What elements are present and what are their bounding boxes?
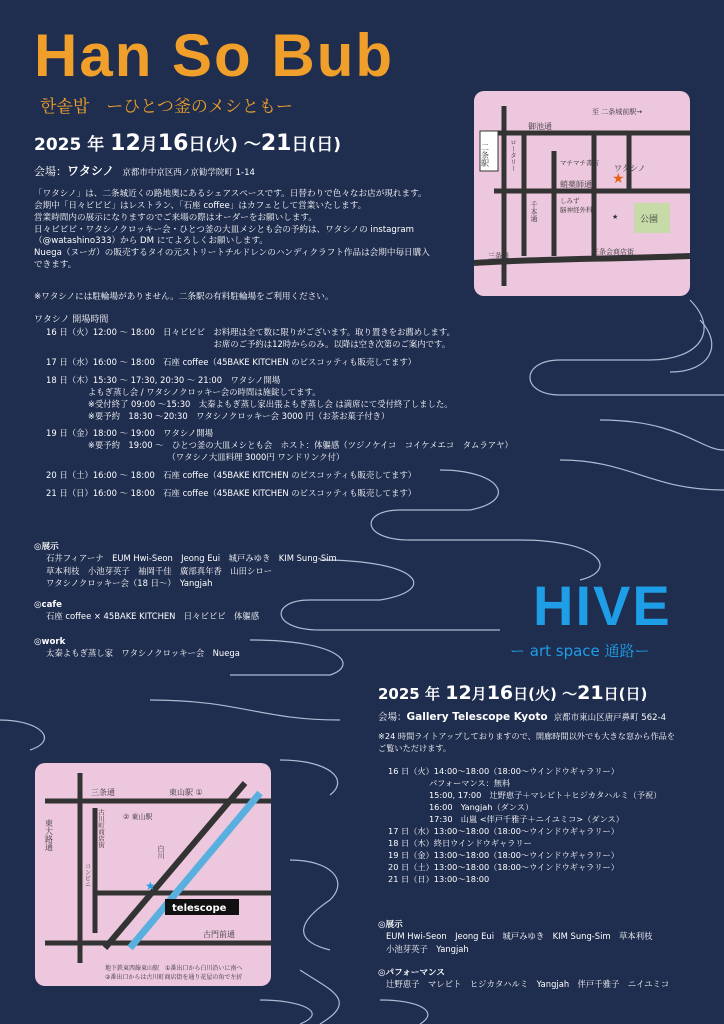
schedule-row: お席のご予約は12時からのみ。以降は空き次第のご案内です。: [46, 338, 451, 349]
schedule-row: よもぎ蒸し会 / ワタシノクロッキー会の時間は施錠してます。: [46, 386, 321, 397]
hive-subtitle: ー art space 通路ー: [510, 642, 650, 660]
map1-park: 公園: [640, 215, 659, 225]
schedule-row: ※要予約 18:30 ～20:30 ワタシノクロッキー会 3000 円（お茶お菓子付き）: [46, 410, 390, 421]
map-telescope: [35, 763, 271, 986]
venue2: 会場：Gallery Telescope Kyoto 京都市東山区唐戸鼻町 562-4: [378, 711, 666, 723]
map1-takoyakushi: 蛸薬師通: [560, 180, 592, 189]
venue: 会場：ワタシノ 京都市中京区西ノ京勧学院町 1-14: [34, 164, 255, 178]
schedule-row: 21 日（日）13:00～18:00: [388, 873, 490, 884]
schedule-row: 19 日（金）18:00 ～ 19:00 ワタシノ開場: [46, 428, 213, 439]
schedule-row: 20 日（土）16:00 ～ 18:00 石座 coffee（45BAKE KITCHEN のビスコッティも販売してます）: [46, 470, 417, 481]
work-section: ◎work 太秦よもぎ蒸し家 ワタシノクロッキー会 Nuega: [34, 637, 240, 658]
map1-sanjo: 三条通: [488, 252, 509, 260]
map-watashino: [474, 91, 690, 296]
note2: ※24 時間ライトアップしておりますので、開廊時間以外でも大きな窓から作品を ご覧いただけます。: [378, 731, 676, 754]
svg-text:★: ★: [612, 171, 625, 187]
parking-note: ※ワタシノには駐輪場がありません。二条駅の有料駐輪場をご利用ください。: [34, 292, 334, 302]
schedule-row: （ワタシノ大皿料理 3000円 ワンドリンク付）: [46, 452, 345, 463]
schedule-row: 21 日（日）16:00 ～ 18:00 石座 coffee（45BAKE KITCHEN のビスコッティも販売してます）: [46, 488, 417, 499]
schedule-row: 19 日（金）13:00～18:00（18:00～ウインドウギャラリー）: [388, 849, 619, 860]
map1-shimizu: しみず: [560, 197, 580, 205]
map1-watashino: ワタシノ: [614, 164, 646, 173]
hive-title: HIVE: [533, 574, 672, 637]
event2-date: 2025 年 12月16日(火) ～21日(日): [378, 682, 648, 704]
map2-telescope: telescope: [172, 903, 227, 914]
schedule-row: 20 日（土）13:00～18:00（18:00～ウインドウギャラリー）: [388, 861, 619, 872]
event1-date: 2025 年 12月16日(火) ～21日(日): [34, 131, 342, 156]
cafe-section: ◎cafe 石座 coffee × 45BAKE KITCHEN 日々ビビビ 体軀感: [34, 600, 260, 621]
star-icon: ★: [612, 213, 619, 221]
map2-higashiyama: 東山駅 ①: [169, 788, 203, 797]
map2-foot1: 地下鉄東西線東山駅 ①番出口から白川沿いに南へ: [105, 965, 243, 972]
map2-konbini: コンビニ: [83, 863, 91, 887]
schedule-row: 17 日（水）13:00～18:00（18:00～ウインドウギャラリー）: [388, 825, 619, 836]
schedule-row: 18 日（木）15:30 ～ 17:30, 20:30 ～ 21:00 ワタシノ開場: [46, 374, 281, 385]
event-subtitle: 한솥밥 ーひとつ釜のメシともー: [40, 97, 293, 117]
map1-senbon: 千本通: [530, 201, 538, 222]
map1-shimizu2: 脳神経外科: [560, 206, 593, 214]
schedule-hive: [388, 766, 661, 886]
map1-nijo-station: 二条駅: [480, 143, 490, 167]
map2-sanjo: 三条通: [91, 788, 115, 797]
description: 「ワタシノ」は、二条城近くの路地奥にあるシェアスペースです。日替わりで色々なお店が現れます。 会期中「日々ビビビ」はレストラン、「石座 coffee」はカフェとして営業いたします。 営業時間内の展示になりますのでご来場の際はオーダーをお願いします。 日々ビビビ・ワタシノクロッキー会・ひとつ釜の大皿メシとも会の予約は、ワタシノの instagram （@watashino333）から DM にてよろしくお願いします。 Nuega（ヌーガ）の販売するタイの元ストリートチルドレンのハンディクラフト作品は会期中毎日購入 できます。: [34, 189, 430, 271]
schedule-row: 16 日（火）14:00～18:00（18:00～ウインドウギャラリー）: [388, 766, 619, 776]
perf2-section: ◎パフォーマンス 辻野恵子 マレビト ヒジカタハルミ Yangjah 伴戸千雅子 ニイユミコ: [378, 968, 670, 989]
map2-exit2: ② 東山駅: [123, 813, 153, 821]
exhibit-section: ◎展示 石井フィアーナ EUM Hwi-Seon Jeong Eui 城戸みゆき KIM Sung-Sim 草本利枝 小池芽英子 袖岡千佳 廣部真年香 山田シロー ワタシノクロッキー会（18 日～） Yangjah: [34, 542, 337, 589]
schedule-row: 17 日（水）16:00 ～ 18:00 石座 coffee（45BAKE KITCHEN のビスコッティも販売してます）: [46, 356, 417, 367]
schedule-row: パフォーマンス：無料: [388, 777, 511, 788]
map1-sanjo-shotengai: 三条会商店街: [592, 248, 634, 256]
event-title: Han So Bub: [34, 22, 394, 89]
schedule-watashino: [46, 327, 513, 500]
map2-furukawacho: 古川町商店街: [97, 809, 105, 848]
schedule-row: ※要予約 19:00 ～ ひとつ釜の大皿メシとも会 ホスト：体軀感（ツジノケイコ コイケメエコ タムラアヤ）: [46, 440, 513, 451]
map1-machimachi: マチマチ書店: [560, 159, 599, 167]
map2-shirakawa: 白川: [157, 845, 165, 859]
schedule-row: 16:00 Yangjah（ダンス）: [388, 801, 534, 812]
exhibit2-section: ◎展示 EUM Hwi-Seon Jeong Eui 城戸みゆき KIM Sung-Sim 草本利枝 小池芽英子 Yangjah: [378, 920, 653, 954]
schedule-row: 18 日（木）終日ウインドウギャラリー: [388, 837, 532, 848]
hours-title: ワタシノ 開場時間: [34, 315, 109, 325]
map2-furumonzen: 古門前通: [203, 930, 235, 939]
map2-foot2: ②番出口からは古川町商店街を通り花屋の角で左折: [105, 974, 243, 981]
schedule-row: 15:00, 17:00 辻野恵子＋マレビト＋ヒジカタハルミ（予祝）: [388, 789, 662, 800]
schedule-row: 16 日（火）12:00 ～ 18:00 日々ビビビ お料理は全て数に限りがございます。取り置きをお薦めします。: [46, 327, 455, 337]
map1-rotary: ロータリー: [509, 139, 517, 172]
map1-oike: 御池通: [528, 122, 552, 131]
map1-to-station: 至 二条城前駅→: [592, 108, 643, 116]
schedule-row: 17:30 山嵐 <伴戸千雅子＋ニイユミコ>（ダンス）: [388, 813, 624, 824]
map2-higashioji: 東大路通: [44, 819, 54, 851]
star-icon: ★: [145, 879, 156, 893]
schedule-row: ※受付終了 09:00 ～15:30 太秦よもぎ蒸し家出張よもぎ蒸し会 は満席にて受付終了しました。: [46, 398, 453, 409]
